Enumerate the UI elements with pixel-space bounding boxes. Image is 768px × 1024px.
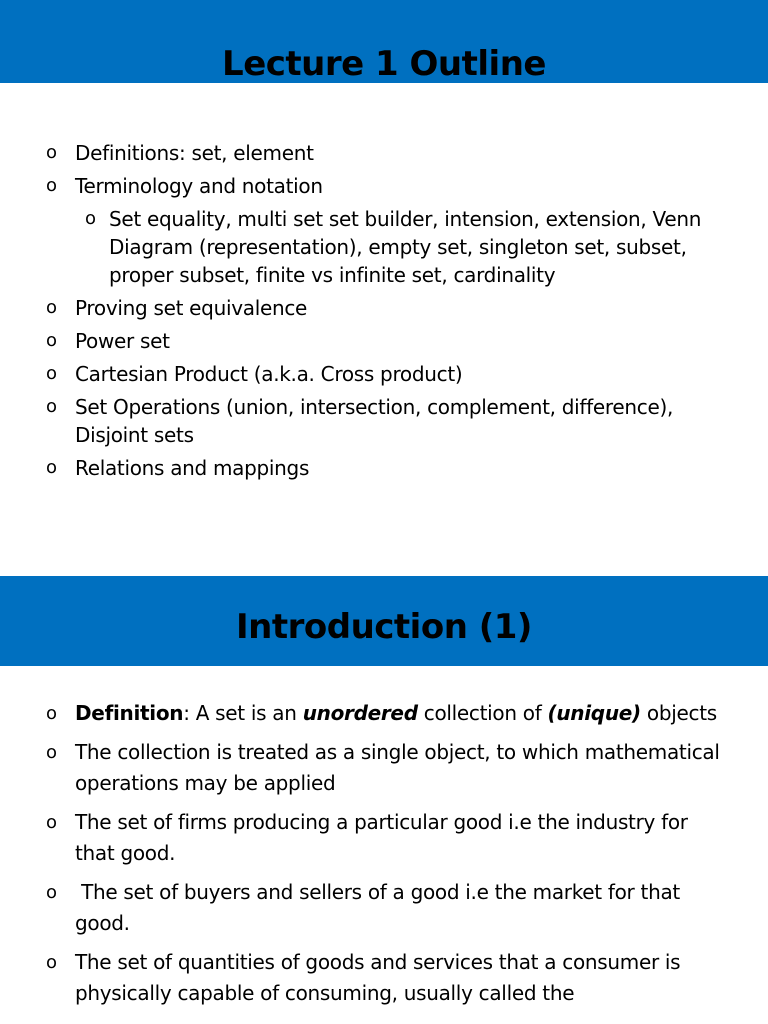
outline-item-power-set (0, 327, 768, 355)
slide1-title: Lecture 1 Outline (222, 44, 546, 84)
definition-middle-text: collection of (417, 701, 548, 725)
bullet-icon: o (46, 297, 57, 318)
bullet-icon: o (46, 396, 57, 417)
outline-subitem-group (0, 205, 768, 289)
intro-item-text: The set of quantities of goods and services that a consumer is physically capable of consuming, usually called the (75, 950, 681, 1005)
slide2-bullet-list (0, 698, 768, 1009)
intro-item-collection (0, 737, 768, 799)
slide2-title: Introduction (1) (236, 607, 532, 647)
outline-item-text: Cartesian Product (a.k.a. Cross product) (75, 362, 463, 386)
definition-colon-text: : A set is an (183, 701, 303, 725)
bullet-icon: o (46, 742, 57, 763)
intro-item-firms (0, 807, 768, 869)
bullet-icon: o (46, 812, 57, 833)
intro-item-text: The set of firms producing a particular good i.e the industry for that good. (75, 810, 688, 865)
intro-item-consumption (0, 947, 768, 1009)
slide1-outline-list (0, 139, 768, 482)
intro-item-definition (0, 698, 768, 729)
bullet-icon: o (46, 363, 57, 384)
outline-subitem-text: Set equality, multi set set builder, intension, extension, Venn Diagram (representation), empty set, singleton set, subset, proper subset, finite vs infinite set, cardinality (109, 207, 702, 287)
bullet-icon: o (46, 142, 57, 163)
bullet-icon: o (46, 882, 57, 903)
outline-subitem-set-equality (0, 205, 768, 289)
slide1-title-banner (0, 0, 768, 83)
outline-item-definitions (0, 139, 768, 167)
outline-item-text: Definitions: set, element (75, 141, 314, 165)
intro-item-text: The set of buyers and sellers of a good i.e the market for that good. (75, 880, 687, 935)
definition-end-text: objects (640, 701, 717, 725)
outline-item-relations (0, 454, 768, 482)
outline-item-text: Proving set equivalence (75, 296, 308, 320)
outline-item-text: Power set (75, 329, 170, 353)
outline-item-text: Relations and mappings (75, 456, 310, 480)
outline-item-terminology (0, 172, 768, 200)
outline-item-set-operations (0, 393, 768, 449)
sub-bullet-icon: o (85, 208, 96, 229)
outline-item-cartesian (0, 360, 768, 388)
definition-unordered: unordered (302, 701, 418, 725)
intro-item-market (0, 877, 768, 939)
definition-unique: (unique) (547, 701, 641, 725)
bullet-icon: o (46, 703, 57, 724)
definition-label: Definition (75, 701, 184, 725)
bullet-icon: o (46, 457, 57, 478)
bullet-icon: o (46, 175, 57, 196)
bullet-icon: o (46, 330, 57, 351)
intro-item-text: The collection is treated as a single object, to which mathematical operations may be applied (75, 740, 720, 795)
bullet-icon: o (46, 952, 57, 973)
outline-item-text: Terminology and notation (75, 174, 323, 198)
outline-item-text: Set Operations (union, intersection, complement, difference), Disjoint sets (75, 395, 674, 447)
outline-sublist (0, 205, 768, 289)
slide2-title-banner (0, 576, 768, 666)
outline-item-proving (0, 294, 768, 322)
